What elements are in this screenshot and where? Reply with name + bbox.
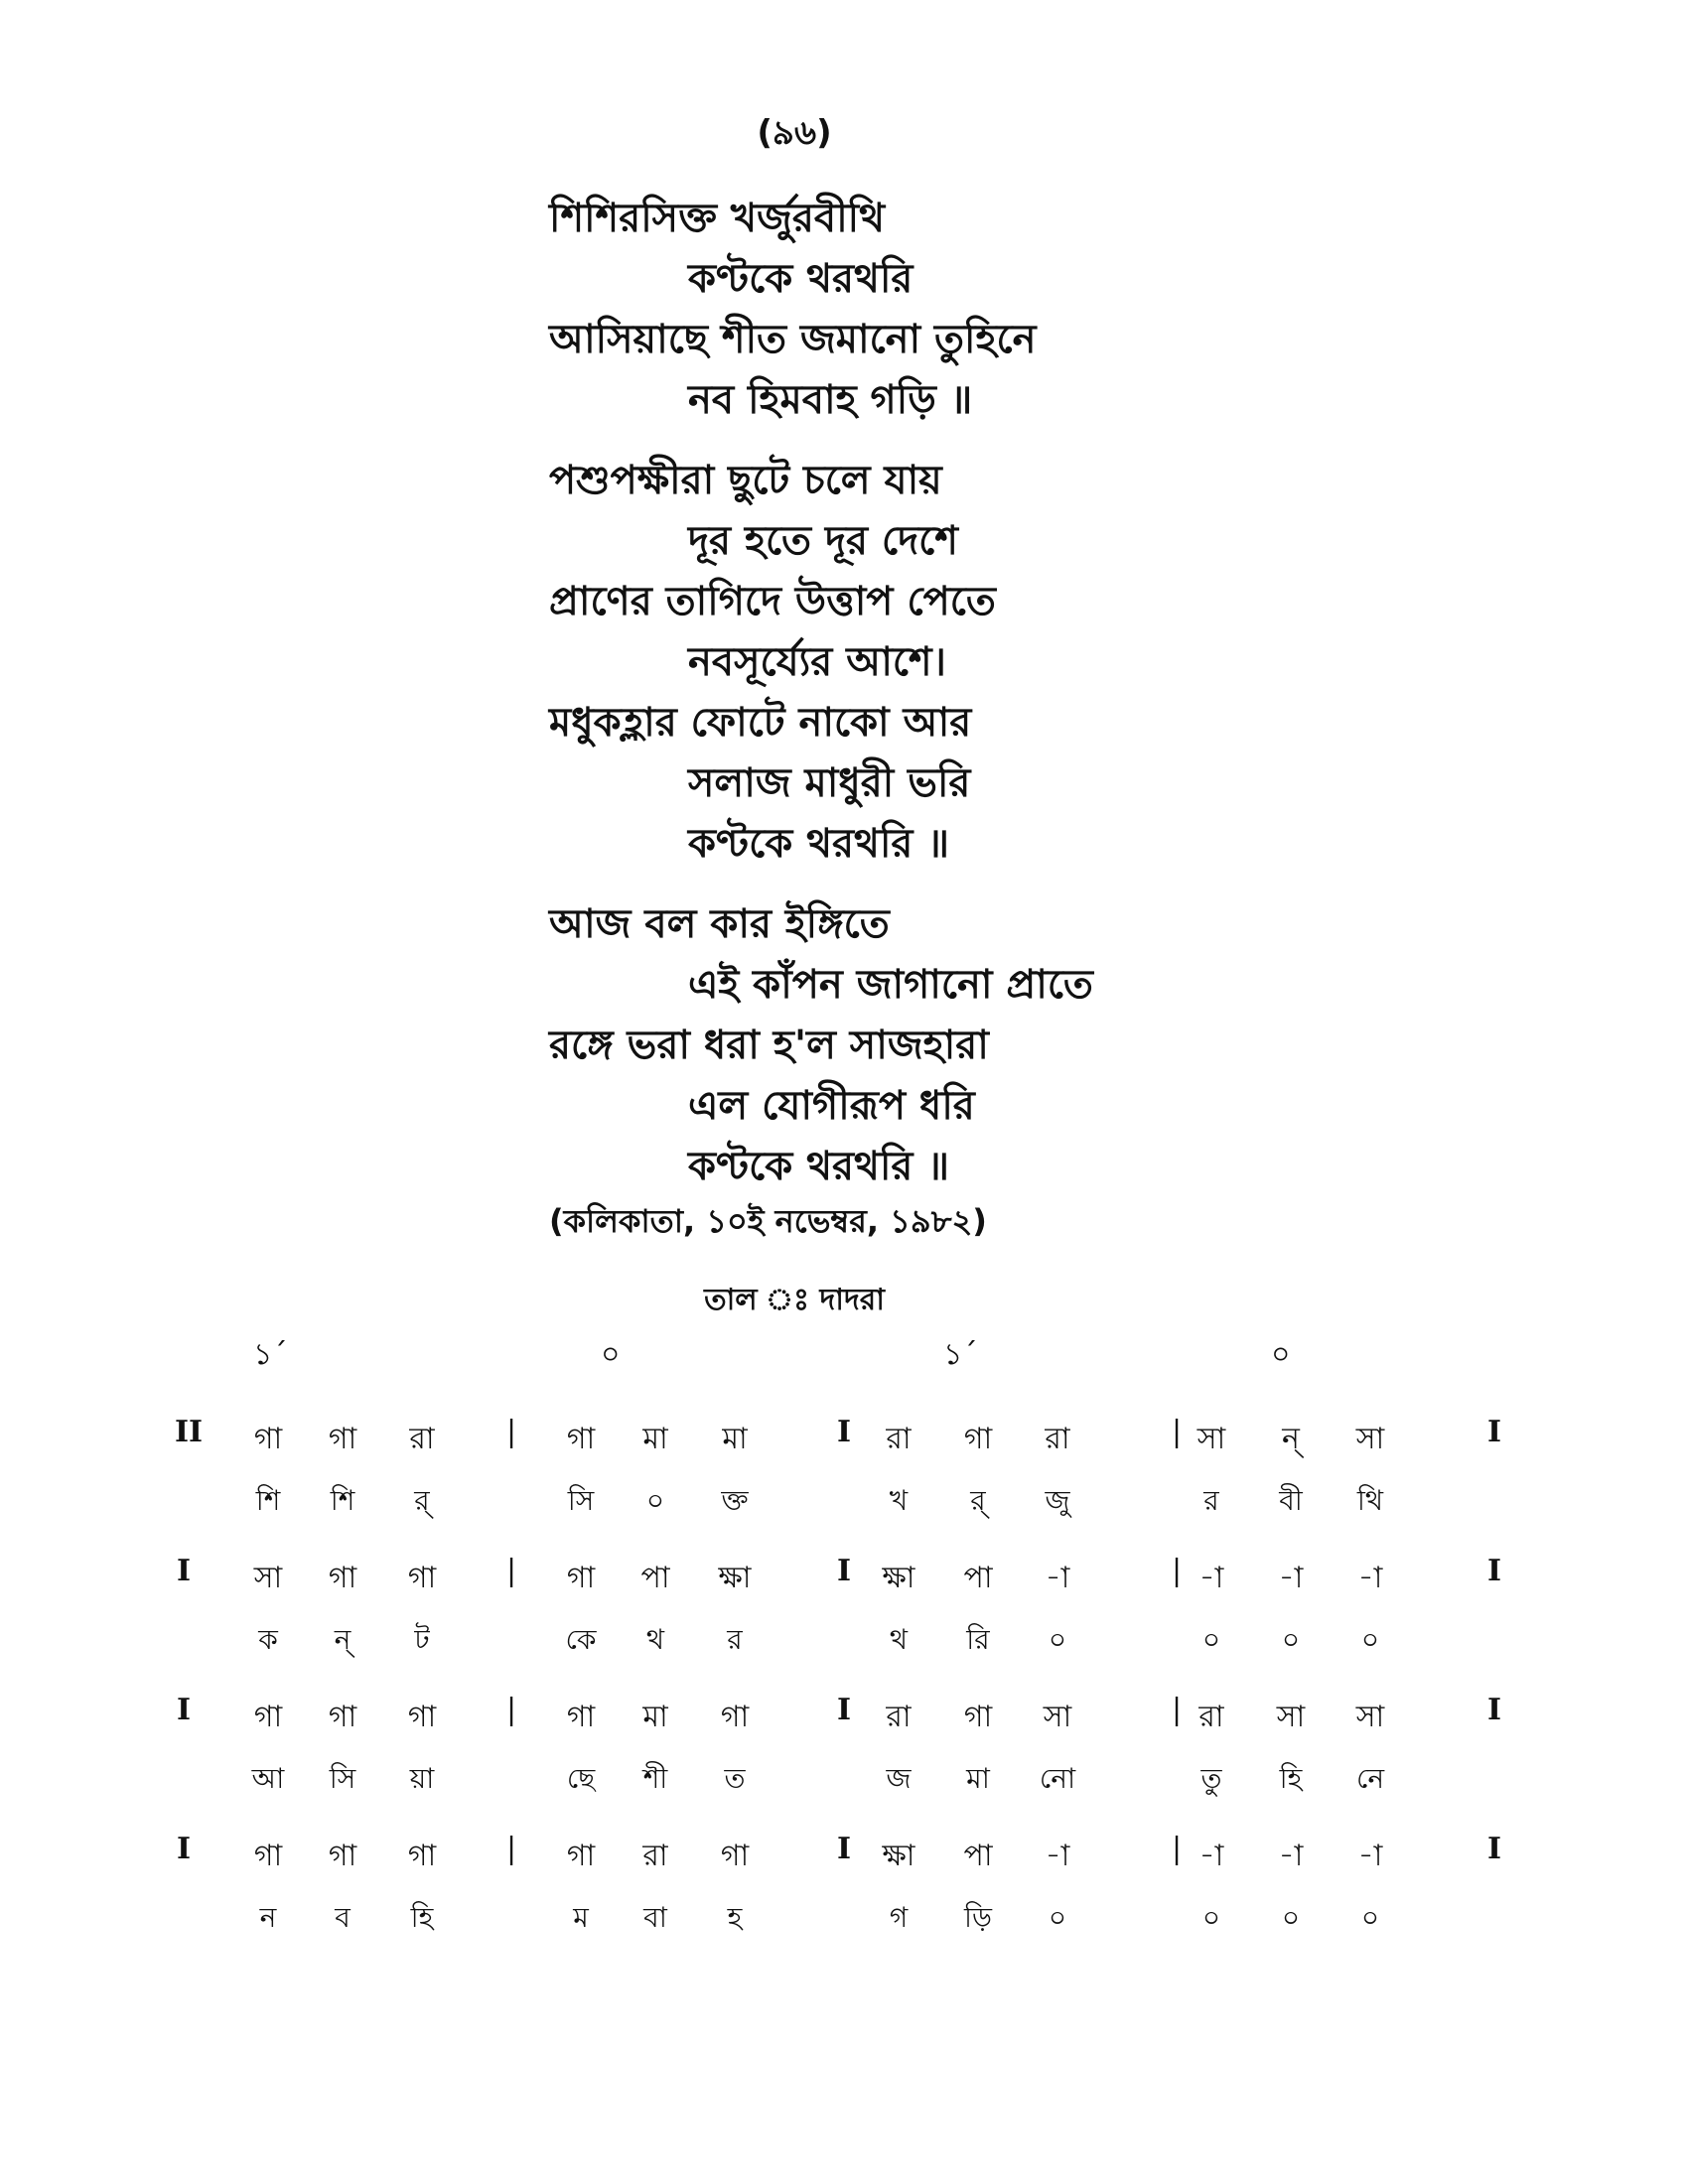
lyric-syllable: শি — [330, 1484, 355, 1517]
tal-label: তাল ঃ দাদরা — [704, 1283, 885, 1317]
swara-note: -া — [1278, 1561, 1304, 1595]
lyric-syllable: ম — [573, 1901, 589, 1934]
poem-line: কণ্টকে থরথরি ॥ — [688, 1144, 949, 1189]
measure-bar: I — [1486, 1554, 1502, 1588]
lyric-syllable: থ — [645, 1623, 665, 1656]
stanza-3 — [549, 894, 1093, 1197]
lyric-syllable: ন্ — [334, 1623, 352, 1656]
stanza-1 — [549, 189, 1093, 431]
swara-note: গা — [566, 1422, 596, 1456]
swara-note: গা — [963, 1700, 993, 1734]
poem-line: পশুপক্ষীরা ছুটে চলে যায় — [549, 458, 942, 503]
measure-bar: I — [1486, 1693, 1502, 1727]
lyric-syllable: মা — [966, 1762, 990, 1795]
measure-bar: | — [1171, 1693, 1183, 1727]
swara-note: রা — [1198, 1700, 1224, 1734]
measure-bar: I — [1486, 1832, 1502, 1866]
lyric-syllable: নো — [1039, 1762, 1076, 1795]
swara-note: গা — [253, 1839, 283, 1873]
measure-bar: I — [836, 1554, 852, 1588]
lyric-syllable: ০ — [1048, 1623, 1067, 1656]
swara-note: -া — [1278, 1839, 1304, 1873]
beat-mark: ১´ — [253, 1337, 288, 1372]
swara-note: গা — [566, 1561, 596, 1595]
lyric-syllable: ছে — [566, 1762, 596, 1795]
swara-note: গা — [407, 1700, 437, 1734]
row-start-bar: I — [176, 1554, 192, 1588]
lyric-syllable: কে — [565, 1623, 597, 1656]
lyric-syllable: রি — [966, 1623, 990, 1656]
source-note: (কলিকাতা, ১০ই নভেম্বর, ১৯৮২) — [549, 1202, 987, 1240]
measure-bar: I — [836, 1832, 852, 1866]
lyric-syllable: থি — [1356, 1484, 1384, 1517]
poem — [549, 189, 1093, 1217]
swara-note: সা — [253, 1561, 283, 1595]
lyric-syllable: র — [727, 1623, 743, 1656]
lyric-syllable: সি — [329, 1762, 356, 1795]
swara-note: রা — [886, 1700, 912, 1734]
swara-note: ক্ষা — [882, 1839, 915, 1873]
swara-note: গা — [407, 1561, 437, 1595]
lyric-syllable: ০ — [1201, 1623, 1221, 1656]
lyric-syllable: থ — [889, 1623, 909, 1656]
measure-bar: | — [505, 1832, 517, 1866]
swara-note: মা — [642, 1700, 668, 1734]
swara-note: গা — [720, 1700, 750, 1734]
row-start-bar: I — [176, 1693, 192, 1727]
swara-note: সা — [1043, 1700, 1072, 1734]
lyric-syllable: ০ — [1360, 1901, 1380, 1934]
swara-note: গা — [566, 1700, 596, 1734]
swara-note: গা — [253, 1700, 283, 1734]
measure-bar: I — [1486, 1415, 1502, 1449]
poem-line: প্রাণের তাগিদে উত্তাপ পেতে — [549, 579, 996, 624]
swara-note: গা — [328, 1839, 357, 1873]
swara-note: মা — [722, 1422, 748, 1456]
swara-note: -া — [1198, 1839, 1224, 1873]
beat-mark: ০ — [601, 1337, 621, 1372]
lyric-syllable: ড়ি — [964, 1901, 992, 1934]
stanza-2 — [549, 451, 1093, 875]
lyric-syllable: র — [1203, 1484, 1219, 1517]
lyric-syllable: ০ — [1360, 1623, 1380, 1656]
swara-note: গা — [720, 1839, 750, 1873]
lyric-syllable: শি — [255, 1484, 281, 1517]
swara-note: ন্ — [1282, 1422, 1300, 1456]
lyric-syllable: তু — [1200, 1762, 1222, 1795]
swara-note: রা — [642, 1839, 668, 1873]
swara-note: গা — [407, 1839, 437, 1873]
swara-note: পা — [963, 1839, 993, 1873]
beat-mark: ০ — [1271, 1337, 1291, 1372]
measure-bar: | — [505, 1554, 517, 1588]
lyric-syllable: বা — [643, 1901, 667, 1934]
lyric-syllable: হ — [727, 1901, 743, 1934]
swara-note: পা — [963, 1561, 993, 1595]
lyric-syllable: ট — [414, 1623, 430, 1656]
beat-mark: ১´ — [943, 1337, 978, 1372]
lyric-syllable: ০ — [1281, 1623, 1301, 1656]
poem-line: কণ্টকে থরথরি — [688, 256, 914, 302]
swara-note: গা — [328, 1700, 357, 1734]
lyric-syllable: জ — [886, 1762, 912, 1795]
swara-note: গা — [253, 1422, 283, 1456]
measure-bar: I — [836, 1415, 852, 1449]
swara-note: -া — [1045, 1561, 1070, 1595]
lyric-syllable: বী — [1279, 1484, 1303, 1517]
swara-note: -া — [1357, 1839, 1383, 1873]
lyric-syllable: খ — [889, 1484, 909, 1517]
poem-line: দূর হতে দূর দেশে — [688, 518, 958, 564]
poem-line: রঙ্গে ভরা ধরা হ'ল সাজহারা — [549, 1023, 989, 1068]
swara-note: রা — [1045, 1422, 1070, 1456]
poem-line: নবসূর্য্যের আশে। — [688, 639, 946, 685]
swara-note: গা — [963, 1422, 993, 1456]
poem-line: এই কাঁপন জাগানো প্রাতে — [688, 962, 1093, 1008]
poem-line: শিশিরসিক্ত খর্জুরবীথি — [549, 196, 885, 241]
swara-note: সা — [1355, 1700, 1385, 1734]
swara-note: মা — [642, 1422, 668, 1456]
row-start-bar: II — [174, 1415, 204, 1449]
lyric-syllable: র্ — [970, 1484, 986, 1517]
lyric-syllable: ০ — [1048, 1901, 1067, 1934]
lyric-syllable: ০ — [1281, 1901, 1301, 1934]
poem-line: আসিয়াছে শীত জমানো তুহিনে — [549, 317, 1037, 362]
swara-note: গা — [328, 1422, 357, 1456]
swara-note: সা — [1276, 1700, 1306, 1734]
lyric-syllable: শী — [642, 1762, 668, 1795]
lyric-syllable: জু — [1045, 1484, 1070, 1517]
measure-bar: | — [1171, 1415, 1183, 1449]
lyric-syllable: ০ — [1201, 1901, 1221, 1934]
swara-note: ক্ষা — [882, 1561, 915, 1595]
lyric-syllable: সি — [567, 1484, 595, 1517]
swara-note: সা — [1355, 1422, 1385, 1456]
lyric-syllable: নে — [1355, 1762, 1385, 1795]
swara-note: গা — [328, 1561, 357, 1595]
swara-note: -া — [1357, 1561, 1383, 1595]
lyric-syllable: র্ — [414, 1484, 430, 1517]
lyric-syllable: ব — [335, 1901, 351, 1934]
measure-bar: | — [505, 1693, 517, 1727]
swara-note: -া — [1198, 1561, 1224, 1595]
swara-note: রা — [409, 1422, 435, 1456]
lyric-syllable: আ — [251, 1762, 285, 1795]
swara-note: ক্ষা — [718, 1561, 752, 1595]
lyric-syllable: গ — [889, 1901, 909, 1934]
measure-bar: I — [836, 1693, 852, 1727]
lyric-syllable: ন — [259, 1901, 277, 1934]
lyric-syllable: ত — [724, 1762, 746, 1795]
page-number: (৯৬) — [757, 113, 832, 153]
swara-note: -া — [1045, 1839, 1070, 1873]
lyric-syllable: ০ — [645, 1484, 665, 1517]
poem-line: আজ বল কার ইঙ্গিতে — [549, 901, 890, 947]
poem-line: এল যোগীরূপ ধরি — [688, 1083, 975, 1129]
poem-line: মধুকহ্লার ফোটে নাকো আর — [549, 700, 972, 746]
poem-line: কণ্টকে থরথরি ॥ — [688, 821, 949, 867]
swara-note: রা — [886, 1422, 912, 1456]
poem-line: নব হিমবাহ গড়ি ॥ — [688, 377, 973, 423]
measure-bar: | — [505, 1415, 517, 1449]
swara-note: গা — [566, 1839, 596, 1873]
row-start-bar: I — [176, 1832, 192, 1866]
swara-note: সা — [1196, 1422, 1226, 1456]
lyric-syllable: হি — [1279, 1762, 1303, 1795]
swara-note: পা — [640, 1561, 670, 1595]
measure-bar: | — [1171, 1832, 1183, 1866]
poem-line: সলাজ মাধুরী ভরি — [688, 760, 971, 806]
measure-bar: | — [1171, 1554, 1183, 1588]
lyric-syllable: ক — [258, 1623, 278, 1656]
lyric-syllable: হি — [410, 1901, 434, 1934]
lyric-syllable: ক্ত — [721, 1484, 749, 1517]
lyric-syllable: য়া — [409, 1762, 435, 1795]
